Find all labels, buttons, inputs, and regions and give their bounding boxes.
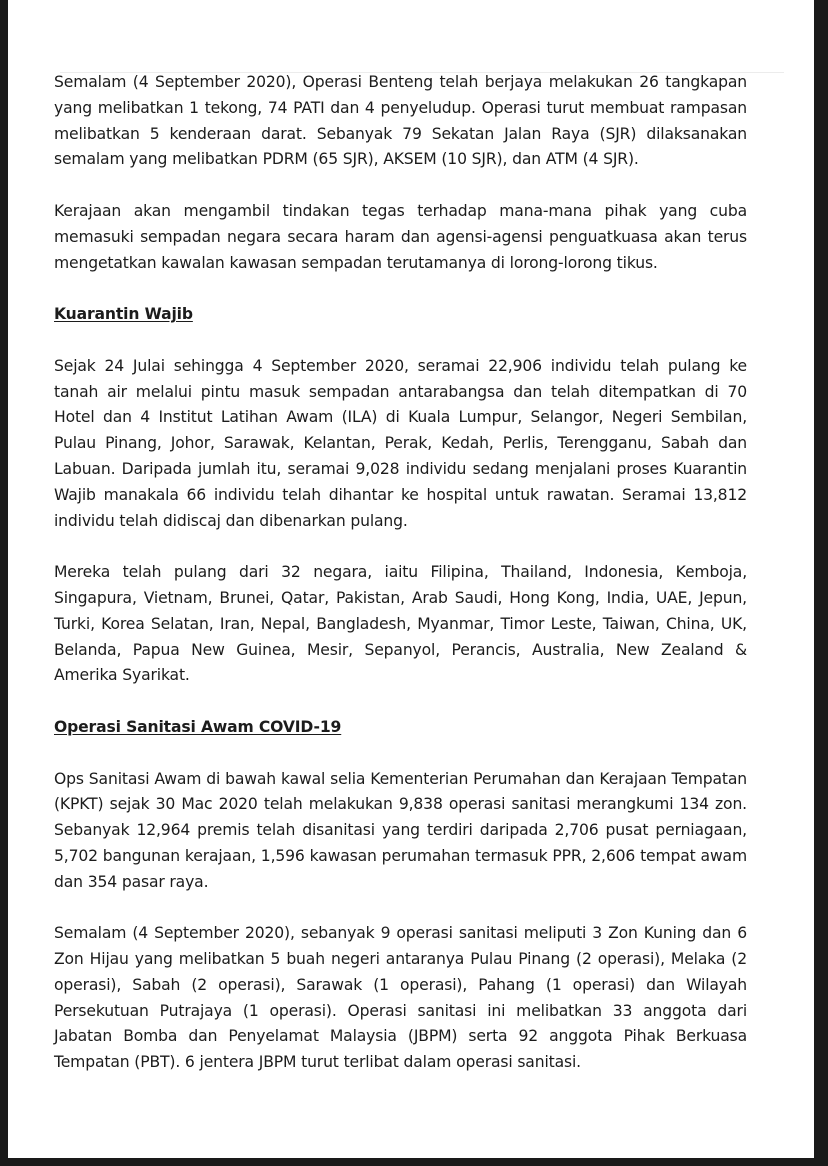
document-page (8, 0, 814, 1158)
document-body (54, 70, 747, 1102)
paragraph-kuarantin-stats: Sejak 24 Julai sehingga 4 September 2020, seramai 22,906 individu telah pulang ke tanah air melalui pintu masuk sempadan antarabangsa dan telah ditempatkan di 70 Hotel dan 4 Institut Latihan Awam (ILA) di Kuala Lumpur, Selangor, Negeri Sembilan, Pulau Pinang, Johor, Sarawak, Kelantan, Perak, Kedah, Perlis, Terengganu, Sabah dan Labuan. Daripada jumlah itu, seramai 9,028 individu sedang menjalani proses Kuarantin Wajib manakala 66 individu telah dihantar ke hospital untuk rawatan. Seramai 13,812 individu telah didiscaj dan dibenarkan pulang. (54, 356, 747, 530)
paragraph-ops-sanitasi-awam: Ops Sanitasi Awam di bawah kawal selia Kementerian Perumahan dan Kerajaan Tempatan (KPKT) sejak 30 Mac 2020 telah melakukan 9,838 operasi sanitasi merangkumi 134 zon. Sebanyak 12,964 premis telah disanitasi yang terdiri daripada 2,706 pusat perniagaan, 5,702 bangunan kerajaan, 1,596 kawasan perumahan termasuk PPR, 2,606 tempat awam dan 354 pasar raya. (54, 769, 747, 891)
heading-operasi-sanitasi: Operasi Sanitasi Awam COVID-19 (54, 717, 342, 736)
paragraph-operasi-benteng: Semalam (4 September 2020), Operasi Benteng telah berjaya melakukan 26 tangkapan yang melibatkan 1 tekong, 74 PATI dan 4 penyeludup. Operasi turut membuat rampasan melibatkan 5 kenderaan darat. Sebanyak 79 Sekatan Jalan Raya (SJR) dilaksanakan semalam yang melibatkan PDRM (65 SJR), AKSEM (10 SJR), dan ATM (4 SJR). (54, 73, 747, 169)
paragraph-negara-list: Mereka telah pulang dari 32 negara, iaitu Filipina, Thailand, Indonesia, Kemboja, Singapura, Vietnam, Brunei, Qatar, Pakistan, Arab Saudi, Hong Kong, India, UAE, Jepun, Turki, Korea Selatan, Iran, Nepal, Bangladesh, Myanmar, Timor Leste, Taiwan, China, UK, Belanda, Papua New Guinea, Mesir, Sepanyol, Perancis, Australia, New Zealand & Amerika Syarikat. (54, 563, 747, 685)
paragraph-kawalan-sempadan: Kerajaan akan mengambil tindakan tegas terhadap mana-mana pihak yang cuba memasuki sempadan negara secara haram dan agensi-agensi penguatkuasa akan terus mengetatkan kawalan kawasan sempadan terutamanya di lorong-lorong tikus. (54, 201, 747, 272)
paragraph-sanitasi-semalam: Semalam (4 September 2020), sebanyak 9 operasi sanitasi meliputi 3 Zon Kuning dan 6 Zon Hijau yang melibatkan 5 buah negeri antaranya Pulau Pinang (2 operasi), Melaka (2 operasi), Sabah (2 operasi), Sarawak (1 operasi), Pahang (1 operasi) dan Wilayah Persekutuan Putrajaya (1 operasi). Operasi sanitasi ini melibatkan 33 anggota dari Jabatan Bomba dan Penyelamat Malaysia (JBPM) serta 92 anggota Pihak Berkuasa Tempatan (PBT). 6 jentera JBPM turut terlibat dalam operasi sanitasi. (54, 924, 747, 1072)
heading-kuarantin-wajib: Kuarantin Wajib (54, 305, 193, 324)
